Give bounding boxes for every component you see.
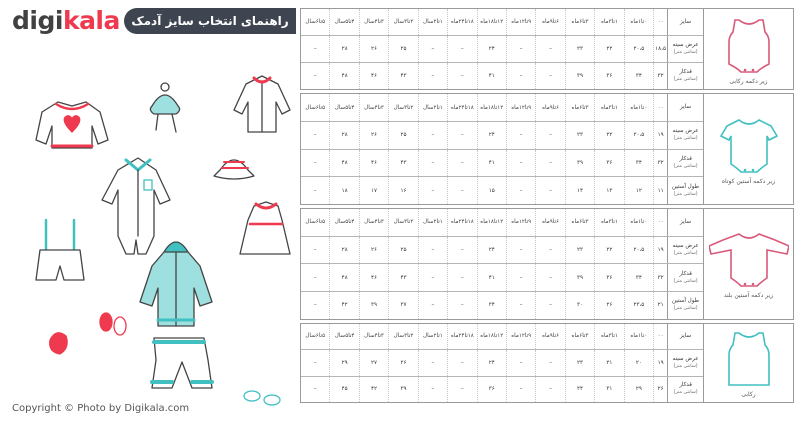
table-cell: ۲۴ <box>477 350 506 375</box>
size-table-block <box>300 93 794 205</box>
table-cell: – <box>506 264 535 291</box>
table-cell: ۳۹ <box>565 264 594 291</box>
table-cell: – <box>447 237 476 264</box>
table-cell: – <box>418 63 447 89</box>
garment-caption: زیر دکمه آستین کوتاه <box>721 177 776 185</box>
table-cell: – <box>447 264 476 291</box>
table-cell: ۲۸ <box>329 122 358 149</box>
table-row <box>301 94 703 122</box>
size-table-block <box>300 323 794 403</box>
table-cell: ۲۴ <box>477 237 506 264</box>
table-cell: ۱۴ <box>565 177 594 204</box>
table-cell: ۱تا۲سال <box>418 209 447 236</box>
garment-cell <box>703 324 793 402</box>
table-cell: ۱۹ <box>653 350 667 375</box>
table-cell: ۲۳،۵ <box>624 292 653 319</box>
table-cell: ۲۱ <box>653 292 667 319</box>
table-cell: ۰۰ <box>653 9 667 35</box>
table-cell: – <box>506 237 535 264</box>
table-cell: ۳تا۴سال <box>359 324 388 349</box>
table-cell: ۰تا۱ماه <box>624 324 653 349</box>
table-cell: – <box>447 122 476 149</box>
baby-hat-icon <box>150 83 179 132</box>
table-cell: ۱۳ <box>594 177 623 204</box>
table-cell: ۱۲تا۱۸ماه <box>477 209 506 236</box>
table-cell: – <box>418 350 447 375</box>
table-cell: – <box>506 150 535 177</box>
table-cell: – <box>313 73 317 80</box>
table-cell: ۲۶ <box>388 350 417 375</box>
table-cell: ۱۱ <box>653 177 667 204</box>
table-row <box>301 63 703 89</box>
row-label-text: طول آستین <box>672 298 700 305</box>
table-cell: ۴۸ <box>329 150 358 177</box>
baby-jumpsuit-icon <box>102 158 170 254</box>
logo-part-kala: kala <box>62 6 120 35</box>
table-cell: ۲۱ <box>594 350 623 375</box>
table-cell: – <box>535 122 564 149</box>
table-cell: ۳۲ <box>653 264 667 291</box>
table-cell: – <box>418 292 447 319</box>
table-cell: ۴۱ <box>477 63 506 89</box>
table-row <box>301 122 703 150</box>
copyright-text: Copyright © Photo by Digikala.com <box>12 403 190 414</box>
table-cell: ۲۲ <box>594 237 623 264</box>
table-cell: ۱تا۲سال <box>418 9 447 35</box>
table-cell: ۴تا۵سال <box>329 209 358 236</box>
garment-cell <box>703 209 793 319</box>
table-cell: ۳۴ <box>624 150 653 177</box>
table-cell: ۲۶ <box>594 292 623 319</box>
table-cell: – <box>535 150 564 177</box>
table-cell: ۰۰ <box>653 324 667 349</box>
size-guide-title: راهنمای انتخاب سایز آدمک <box>124 8 296 34</box>
table-cell: – <box>313 187 317 194</box>
table-cell: ۲تا۳سال <box>388 209 417 236</box>
row-label <box>667 150 703 177</box>
table-cell: ۳۶ <box>594 150 623 177</box>
table-cell: ۵تا۶سال <box>305 333 326 340</box>
row-label-text: قدکار <box>679 155 692 162</box>
table-cell: ۱۲تا۱۸ماه <box>477 9 506 35</box>
table-cell: – <box>418 36 447 62</box>
row-label <box>667 209 703 236</box>
size-table-rows <box>301 209 703 319</box>
table-cell: ۳۹ <box>359 292 388 319</box>
row-label-unit: (سانتی متر) <box>673 191 698 197</box>
table-cell: ۴۸ <box>329 264 358 291</box>
table-cell: – <box>535 63 564 89</box>
table-cell: ۱۵ <box>477 177 506 204</box>
row-label <box>667 63 703 89</box>
size-table-block <box>300 8 794 90</box>
row-label <box>667 9 703 35</box>
table-cell: ۹تا۱۲ماه <box>506 94 535 121</box>
table-cell: – <box>506 122 535 149</box>
long-sleeve-bodysuit-icon <box>709 228 789 290</box>
table-cell: ۲۸ <box>329 237 358 264</box>
table-cell: – <box>506 36 535 62</box>
table-cell: ۱۹ <box>653 237 667 264</box>
row-label <box>667 36 703 62</box>
table-cell: ۲۶ <box>359 36 388 62</box>
table-cell: ۴۶ <box>359 150 388 177</box>
table-cell: – <box>313 359 317 366</box>
table-cell: ۳۹ <box>565 63 594 89</box>
row-label-unit: (سانتی متر) <box>673 136 698 142</box>
table-cell: ۲۴ <box>477 122 506 149</box>
table-cell: ۳تا۶ماه <box>565 209 594 236</box>
table-cell: ۴۶ <box>359 264 388 291</box>
table-cell: ۴۳ <box>388 63 417 89</box>
table-cell: ۳۲ <box>653 63 667 89</box>
row-label-text: عرض سینه <box>672 355 699 362</box>
table-cell: ۶تا۹ماه <box>535 209 564 236</box>
row-label-text: قدکار <box>679 382 692 389</box>
table-cell: – <box>418 264 447 291</box>
row-label-text: سایز <box>680 218 692 225</box>
table-cell: ۳۴ <box>624 264 653 291</box>
table-cell: ۵تا۶سال <box>305 219 326 226</box>
row-label-text: سایز <box>680 332 692 339</box>
table-cell: ۱۸تا۲۴ماه <box>447 324 476 349</box>
baby-pants-icon <box>152 338 212 388</box>
table-cell: ۶تا۹ماه <box>535 94 564 121</box>
table-cell: ۲۷ <box>359 350 388 375</box>
table-cell: – <box>506 350 535 375</box>
table-cell: ۵تا۶سال <box>305 104 326 111</box>
table-cell: ۴۸ <box>329 63 358 89</box>
garment-caption: زیر دکمه آستین بلند <box>723 292 774 300</box>
baby-hoodie-icon <box>140 242 212 326</box>
table-cell: – <box>313 159 317 166</box>
row-label <box>667 292 703 319</box>
table-row <box>301 36 703 63</box>
row-label <box>667 94 703 121</box>
row-label <box>667 122 703 149</box>
table-cell: ۶تا۹ماه <box>535 9 564 35</box>
table-cell: ۲۲ <box>594 36 623 62</box>
row-label <box>667 264 703 291</box>
baby-shoes-teal-icon <box>244 391 280 405</box>
table-cell: ۳۱ <box>594 377 623 402</box>
table-row <box>301 350 703 376</box>
garment-cell <box>703 94 793 204</box>
table-cell: ۱تا۳ماه <box>594 324 623 349</box>
row-label-text: طول آستین <box>672 183 700 190</box>
table-cell: – <box>535 36 564 62</box>
table-cell: ۲۵ <box>388 122 417 149</box>
table-cell: – <box>506 63 535 89</box>
baby-mitten-icon <box>50 333 67 354</box>
short-sleeve-bodysuit-icon <box>709 114 789 176</box>
sleeveless-bodysuit-icon <box>709 14 789 76</box>
table-cell: – <box>418 122 447 149</box>
table-cell: – <box>506 177 535 204</box>
baby-dress-icon <box>240 202 290 254</box>
table-cell: – <box>447 177 476 204</box>
table-cell: ۱۶ <box>388 177 417 204</box>
table-cell: ۱۹ <box>653 122 667 149</box>
table-cell: ۱۲تا۱۸ماه <box>477 94 506 121</box>
table-cell: ۱۸تا۲۴ماه <box>447 9 476 35</box>
table-cell: ۲۰،۵ <box>624 36 653 62</box>
table-cell: ۵تا۶سال <box>305 19 326 26</box>
row-label <box>667 177 703 204</box>
table-cell: – <box>418 150 447 177</box>
table-cell: – <box>447 150 476 177</box>
table-cell: ۲۵ <box>388 36 417 62</box>
table-cell: ۳تا۶ماه <box>565 324 594 349</box>
table-cell: ۳۰ <box>565 292 594 319</box>
table-cell: – <box>447 377 476 402</box>
table-cell: ۱۸،۵ <box>653 36 667 62</box>
table-cell: – <box>313 246 317 253</box>
table-cell: – <box>313 132 317 139</box>
table-row <box>301 177 703 204</box>
table-cell: – <box>418 377 447 402</box>
table-cell: ۲۹ <box>624 377 653 402</box>
table-cell: ۳۶ <box>594 264 623 291</box>
table-cell: – <box>506 292 535 319</box>
row-label <box>667 350 703 375</box>
table-cell: ۴۵ <box>329 377 358 402</box>
baby-overalls-icon <box>36 220 84 280</box>
row-label-unit: (سانتی متر) <box>673 50 698 56</box>
table-cell: ۰۰ <box>653 94 667 121</box>
table-row <box>301 209 703 237</box>
table-cell: ۲۲ <box>594 122 623 149</box>
table-cell: – <box>506 377 535 402</box>
table-cell: ۳۴ <box>477 292 506 319</box>
row-label-text: سایز <box>680 18 692 25</box>
table-cell: ۲تا۳سال <box>388 324 417 349</box>
baby-clothes-illustration <box>0 40 300 410</box>
table-cell: – <box>535 292 564 319</box>
table-cell: ۲۶ <box>653 377 667 402</box>
table-cell: ۲۳ <box>565 237 594 264</box>
table-cell: ۳۴ <box>565 377 594 402</box>
table-cell: ۲۳ <box>565 350 594 375</box>
table-cell: – <box>447 63 476 89</box>
size-table <box>300 8 794 403</box>
table-cell: ۴۲ <box>359 377 388 402</box>
table-cell: ۱تا۳ماه <box>594 209 623 236</box>
baby-shoes-red-icon <box>100 313 126 335</box>
table-cell: ۰۰ <box>653 209 667 236</box>
table-cell: – <box>447 292 476 319</box>
table-cell: ۲۵ <box>388 237 417 264</box>
row-label-unit: (سانتی متر) <box>673 363 698 369</box>
row-label <box>667 237 703 264</box>
table-cell: ۳۷ <box>388 292 417 319</box>
table-cell: ۲۸ <box>329 36 358 62</box>
table-cell: ۴۱ <box>477 150 506 177</box>
table-cell: ۲۳ <box>565 36 594 62</box>
table-cell: ۱۲ <box>624 177 653 204</box>
table-cell: – <box>535 264 564 291</box>
row-label-text: قدکار <box>679 69 692 76</box>
bucket-hat-icon <box>214 160 254 179</box>
table-row <box>301 9 703 36</box>
table-cell: ۴۳ <box>388 150 417 177</box>
table-cell: ۱تا۲سال <box>418 324 447 349</box>
table-cell: ۱۲تا۱۸ماه <box>477 324 506 349</box>
table-cell: ۲۴ <box>477 36 506 62</box>
row-label-unit: (سانتی متر) <box>673 390 698 396</box>
table-cell: ۲۰،۵ <box>624 237 653 264</box>
table-cell: ۳۹ <box>565 150 594 177</box>
table-cell: ۰تا۱ماه <box>624 209 653 236</box>
table-cell: ۶تا۹ماه <box>535 324 564 349</box>
digikala-logo <box>12 6 120 35</box>
table-cell: ۲۶ <box>359 122 388 149</box>
row-label-text: قدکار <box>679 270 692 277</box>
table-cell: ۲۰،۵ <box>624 122 653 149</box>
heart-sweater-icon <box>36 102 108 148</box>
table-row <box>301 150 703 178</box>
garment-caption: زیر دکمه رکابی <box>729 77 768 85</box>
table-cell: – <box>535 350 564 375</box>
table-row <box>301 292 703 319</box>
table-cell: ۹تا۱۲ماه <box>506 9 535 35</box>
size-table-rows <box>301 324 703 402</box>
row-label-unit: (سانتی متر) <box>673 278 698 284</box>
table-cell: ۳۲ <box>653 150 667 177</box>
size-table-block <box>300 208 794 320</box>
row-label-unit: (سانتی متر) <box>673 163 698 169</box>
table-cell: ۳تا۴سال <box>359 209 388 236</box>
row-label-unit: (سانتی متر) <box>673 306 698 312</box>
table-cell: ۳۹ <box>388 377 417 402</box>
row-label-text: عرض سینه <box>672 42 699 49</box>
table-row <box>301 264 703 292</box>
row-label-text: عرض سینه <box>672 128 699 135</box>
garment-caption: رکابی <box>741 391 756 399</box>
table-cell: – <box>313 386 317 393</box>
table-cell: ۰تا۱ماه <box>624 9 653 35</box>
row-label-unit: (سانتی متر) <box>673 250 698 256</box>
table-cell: – <box>418 177 447 204</box>
table-row <box>301 324 703 350</box>
baby-jacket-icon <box>234 76 290 132</box>
table-cell: – <box>418 237 447 264</box>
table-row <box>301 237 703 265</box>
table-cell: ۳۶ <box>477 377 506 402</box>
table-cell: ۲۰ <box>624 350 653 375</box>
table-cell: – <box>313 46 317 53</box>
table-cell: ۳۴ <box>624 63 653 89</box>
table-cell: ۱۸تا۲۴ماه <box>447 209 476 236</box>
table-cell: ۲۹ <box>329 350 358 375</box>
garment-cell <box>703 9 793 89</box>
table-cell: – <box>535 237 564 264</box>
tank-top-icon <box>709 327 789 389</box>
table-cell: ۳تا۴سال <box>359 94 388 121</box>
table-cell: – <box>313 302 317 309</box>
table-cell: ۱۸تا۲۴ماه <box>447 94 476 121</box>
table-cell: ۴تا۵سال <box>329 9 358 35</box>
table-cell: ۲تا۳سال <box>388 94 417 121</box>
table-cell: ۲۳ <box>565 122 594 149</box>
row-label-text: سایز <box>680 104 692 111</box>
table-cell: ۱۸ <box>329 177 358 204</box>
table-row <box>301 377 703 402</box>
row-label <box>667 324 703 349</box>
table-cell: ۱تا۲سال <box>418 94 447 121</box>
table-cell: – <box>535 377 564 402</box>
table-cell: ۱۷ <box>359 177 388 204</box>
table-cell: ۳تا۶ماه <box>565 9 594 35</box>
table-cell: – <box>447 36 476 62</box>
table-cell: ۱تا۳ماه <box>594 94 623 121</box>
table-cell: ۴۲ <box>329 292 358 319</box>
logo-part-digi: digi <box>12 6 63 35</box>
row-label <box>667 377 703 402</box>
table-cell: ۳۶ <box>594 63 623 89</box>
table-cell: ۴۶ <box>359 63 388 89</box>
table-cell: ۰تا۱ماه <box>624 94 653 121</box>
table-cell: ۴تا۵سال <box>329 324 358 349</box>
row-label-text: عرض سینه <box>672 242 699 249</box>
size-table-rows <box>301 9 703 89</box>
table-cell: ۱تا۳ماه <box>594 9 623 35</box>
table-cell: ۹تا۱۲ماه <box>506 324 535 349</box>
table-cell: ۴تا۵سال <box>329 94 358 121</box>
table-cell: ۲تا۳سال <box>388 9 417 35</box>
table-cell: ۹تا۱۲ماه <box>506 209 535 236</box>
row-label-unit: (سانتی متر) <box>673 77 698 83</box>
table-cell: ۳تا۶ماه <box>565 94 594 121</box>
table-cell: – <box>447 350 476 375</box>
table-cell: ۴۳ <box>388 264 417 291</box>
table-cell: – <box>535 177 564 204</box>
size-table-rows <box>301 94 703 204</box>
table-cell: ۴۱ <box>477 264 506 291</box>
table-cell: – <box>313 274 317 281</box>
table-cell: ۳تا۴سال <box>359 9 388 35</box>
table-cell: ۲۶ <box>359 237 388 264</box>
